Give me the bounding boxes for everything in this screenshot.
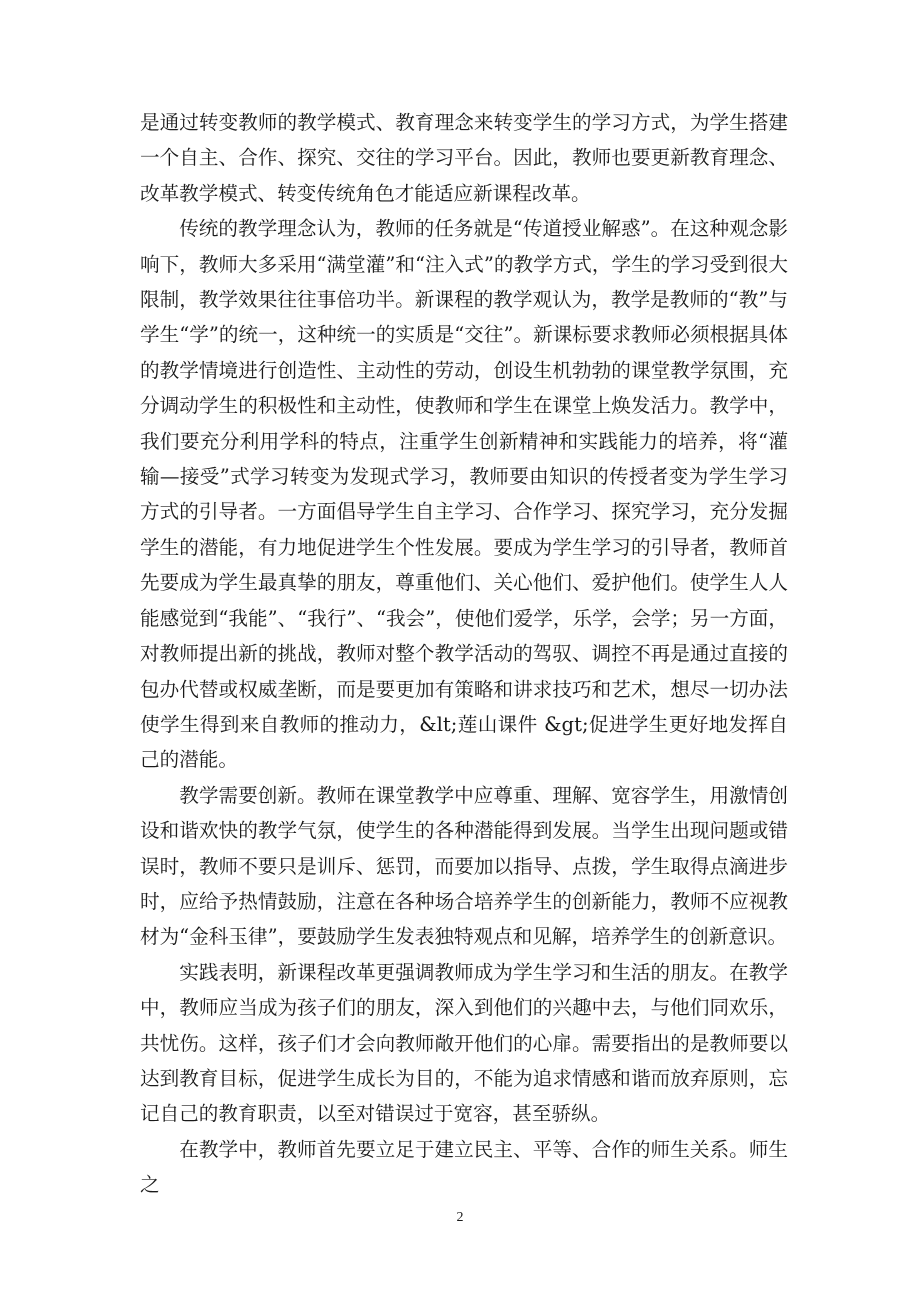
- page-number: 2: [456, 1210, 464, 1225]
- document-body: [140, 105, 788, 1203]
- paragraph-innovation: 教学需要创新。教师在课堂教学中应尊重、理解、宽容学生，用激情创设和谐欢快的教学气氛，使学生的各种潜能得到发展。当学生出现问题或错误时，教师不要只是训斥、惩罚，而要加以指导、点拨，学生取得点滴进步时，应给予热情鼓励，注意在各种场合培养学生的创新能力，教师不应视教材为“金科玉律”，要鼓励学生发表独特观点和见解，培养学生的创新意识。: [140, 783, 788, 949]
- paragraph-practice: 实践表明，新课程改革更强调教师成为学生学习和生活的朋友。在教学中，教师应当成为孩子们的朋友，深入到他们的兴趣中去，与他们同欢乐，共忧伤。这样，孩子们才会向教师敞开他们的心扉。需要指出的是教师要以达到教育目标，促进学生成长为目的，不能为追求情感和谐而放弃原则，忘记自己的教育职责，以至对错误过于宽容，甚至骄纵。: [140, 960, 788, 1126]
- paragraph-relationship: 在教学中，教师首先要立足于建立民主、平等、合作的师生关系。师生之: [140, 1137, 788, 1197]
- paragraph-traditional-teaching: 传统的教学理念认为，教师的任务就是“传道授业解惑”。在这种观念影响下，教师大多采用“满堂灌”和“注入式”的教学方式，学生的学习受到很大限制，教学效果往往事倍功半。新课程的教学观认为，教学是教师的“教”与学生“学”的统一，这种统一的实质是“交往”。新课标要求教师必须根据具体的教学情境进行创造性、主动性的劳动，创设生机勃勃的课堂教学氛围，充分调动学生的积极性和主动性，使教师和学生在课堂上焕发活力。教学中，我们要充分利用学科的特点，注重学生创新精神和实践能力的培养，将“灌输—接受”式学习转变为发现式学习，教师要由知识的传授者变为学生学习方式的引导者。一方面倡导学生自主学习、合作学习、探究学习，充分发掘学生的潜能，有力地促进学生个性发展。要成为学生学习的引导者，教师首先要成为学生最真挚的朋友，尊重他们、关心他们、爱护他们。使学生人人能感觉到“我能”、“我行”、“我会”，使他们爱学，乐学，会学；另一方面，对教师提出新的挑战，教师对整个教学活动的驾驭、调控不再是通过直接的包办代替或权威垄断，而是要更加有策略和讲求技巧和艺术，想尽一切办法使学生得到来自教师的推动力，&lt;莲山课件 &gt;促进学生更好地发挥自己的潜能。: [140, 217, 788, 772]
- paragraph-continuation: 是通过转变教师的教学模式、教育理念来转变学生的学习方式，为学生搭建一个自主、合作、探究、交往的学习平台。因此，教师也要更新教育理念、改革教学模式、转变传统角色才能适应新课程改革。: [140, 111, 788, 205]
